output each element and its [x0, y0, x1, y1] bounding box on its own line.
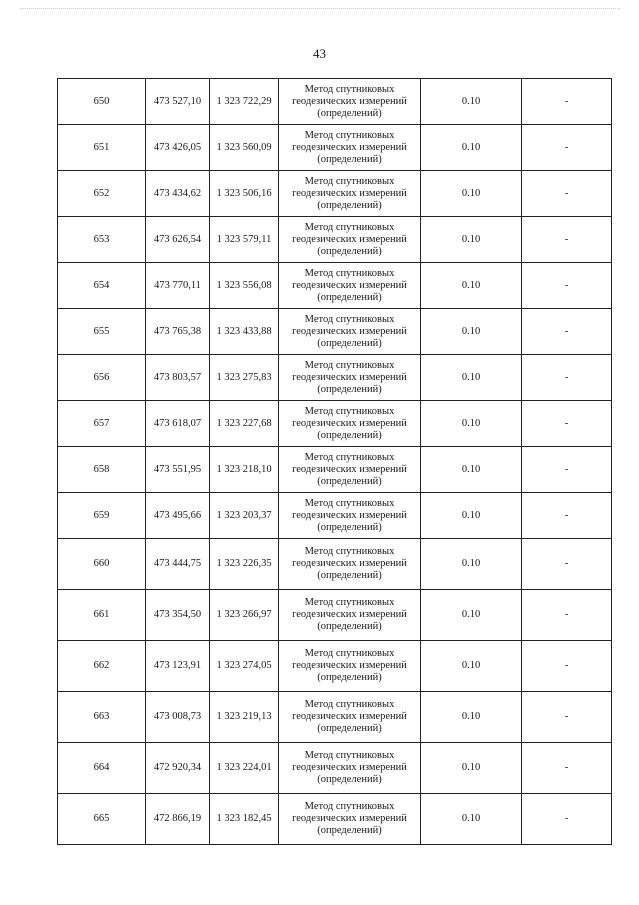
x-coordinate-cell: 473 803,57 [146, 355, 210, 401]
method-cell [279, 590, 421, 641]
table-row [58, 309, 612, 355]
coordinates-table [57, 78, 612, 845]
x-coordinate-cell: 473 008,73 [146, 692, 210, 743]
method-line-2: геодезических измерений [292, 558, 407, 569]
method-line-2: геодезических измерений [292, 813, 407, 824]
point-number-cell: 665 [58, 794, 146, 845]
accuracy-cell: 0.10 [421, 217, 522, 263]
y-coordinate-cell: 1 323 560,09 [210, 125, 279, 171]
method-line-1: Метод спутниковых [304, 83, 395, 95]
y-coordinate-cell: 1 323 722,29 [210, 79, 279, 125]
method-line-2: геодезических измерений [292, 417, 407, 429]
method-cell [279, 263, 421, 309]
method-cell [279, 217, 421, 263]
accuracy-cell: 0.10 [421, 493, 522, 539]
x-coordinate-cell: 473 354,50 [146, 590, 210, 641]
method-line-3: (определений) [317, 107, 382, 119]
method-line-2: геодезических измерений [292, 325, 407, 337]
method-line-1: Метод спутниковых [304, 699, 395, 710]
x-coordinate-cell: 473 770,11 [146, 263, 210, 309]
note-cell: - [522, 743, 612, 794]
method-line-2: геодезических измерений [292, 371, 407, 383]
note-cell: - [522, 355, 612, 401]
point-number-cell: 660 [58, 539, 146, 590]
point-number-cell: 655 [58, 309, 146, 355]
accuracy-cell: 0.10 [421, 539, 522, 590]
table-row [58, 217, 612, 263]
coordinates-table-body [58, 79, 612, 845]
method-line-1: Метод спутниковых [304, 313, 395, 325]
x-coordinate-cell: 473 434,62 [146, 171, 210, 217]
method-line-3: (определений) [317, 337, 382, 349]
point-number-cell: 659 [58, 493, 146, 539]
method-line-1: Метод спутниковых [304, 801, 395, 812]
method-line-1: Метод спутниковых [304, 497, 395, 509]
table-row [58, 79, 612, 125]
method-line-1: Метод спутниковых [304, 546, 395, 557]
method-cell [279, 171, 421, 217]
y-coordinate-cell: 1 323 506,16 [210, 171, 279, 217]
method-cell [279, 692, 421, 743]
x-coordinate-cell: 473 527,10 [146, 79, 210, 125]
note-cell: - [522, 79, 612, 125]
point-number-cell: 661 [58, 590, 146, 641]
method-line-3: (определений) [317, 672, 382, 683]
table-row [58, 794, 612, 845]
method-line-1: Метод спутниковых [304, 597, 395, 608]
method-cell [279, 447, 421, 493]
method-line-2: геодезических измерений [292, 762, 407, 773]
method-line-3: (определений) [317, 723, 382, 734]
method-line-2: геодезических измерений [292, 660, 407, 671]
point-number-cell: 662 [58, 641, 146, 692]
method-line-1: Метод спутниковых [304, 267, 395, 279]
table-row [58, 743, 612, 794]
note-cell: - [522, 539, 612, 590]
accuracy-cell: 0.10 [421, 447, 522, 493]
method-line-3: (определений) [317, 383, 382, 395]
x-coordinate-cell: 472 866,19 [146, 794, 210, 845]
note-cell: - [522, 171, 612, 217]
accuracy-cell: 0.10 [421, 794, 522, 845]
y-coordinate-cell: 1 323 227,68 [210, 401, 279, 447]
table-row [58, 641, 612, 692]
y-coordinate-cell: 1 323 556,08 [210, 263, 279, 309]
x-coordinate-cell: 473 626,54 [146, 217, 210, 263]
table-row [58, 493, 612, 539]
table-row [58, 590, 612, 641]
table-row [58, 171, 612, 217]
accuracy-cell: 0.10 [421, 355, 522, 401]
scan-artifact-line [20, 8, 620, 10]
point-number-cell: 654 [58, 263, 146, 309]
note-cell: - [522, 447, 612, 493]
method-line-2: геодезических измерений [292, 141, 407, 153]
method-line-1: Метод спутниковых [304, 175, 395, 187]
point-number-cell: 664 [58, 743, 146, 794]
table-row [58, 401, 612, 447]
note-cell: - [522, 692, 612, 743]
method-cell [279, 309, 421, 355]
point-number-cell: 658 [58, 447, 146, 493]
point-number-cell: 651 [58, 125, 146, 171]
method-line-3: (определений) [317, 475, 382, 487]
table-row [58, 692, 612, 743]
y-coordinate-cell: 1 323 266,97 [210, 590, 279, 641]
x-coordinate-cell: 473 551,95 [146, 447, 210, 493]
method-line-3: (определений) [317, 199, 382, 211]
method-line-1: Метод спутниковых [304, 405, 395, 417]
accuracy-cell: 0.10 [421, 125, 522, 171]
table-row [58, 125, 612, 171]
x-coordinate-cell: 473 444,75 [146, 539, 210, 590]
x-coordinate-cell: 473 123,91 [146, 641, 210, 692]
method-line-1: Метод спутниковых [304, 648, 395, 659]
method-line-3: (определений) [317, 774, 382, 785]
accuracy-cell: 0.10 [421, 743, 522, 794]
note-cell: - [522, 125, 612, 171]
point-number-cell: 650 [58, 79, 146, 125]
method-line-2: геодезических измерений [292, 509, 407, 521]
method-line-2: геодезических измерений [292, 463, 407, 475]
accuracy-cell: 0.10 [421, 79, 522, 125]
note-cell: - [522, 590, 612, 641]
method-line-3: (определений) [317, 521, 382, 533]
note-cell: - [522, 309, 612, 355]
method-line-2: геодезических измерений [292, 233, 407, 245]
method-line-3: (определений) [317, 153, 382, 165]
method-line-3: (определений) [317, 291, 382, 303]
method-cell [279, 79, 421, 125]
accuracy-cell: 0.10 [421, 171, 522, 217]
method-line-3: (определений) [317, 429, 382, 441]
table-row [58, 355, 612, 401]
method-line-1: Метод спутниковых [304, 750, 395, 761]
y-coordinate-cell: 1 323 579,11 [210, 217, 279, 263]
x-coordinate-cell: 473 426,05 [146, 125, 210, 171]
method-line-3: (определений) [317, 621, 382, 632]
method-line-3: (определений) [317, 245, 382, 257]
note-cell: - [522, 493, 612, 539]
method-line-2: геодезических измерений [292, 187, 407, 199]
x-coordinate-cell: 473 765,38 [146, 309, 210, 355]
y-coordinate-cell: 1 323 219,13 [210, 692, 279, 743]
table-row [58, 263, 612, 309]
x-coordinate-cell: 473 618,07 [146, 401, 210, 447]
x-coordinate-cell: 473 495,66 [146, 493, 210, 539]
x-coordinate-cell: 472 920,34 [146, 743, 210, 794]
method-line-1: Метод спутниковых [304, 359, 395, 371]
y-coordinate-cell: 1 323 224,01 [210, 743, 279, 794]
table-row [58, 539, 612, 590]
method-line-2: геодезических измерений [292, 711, 407, 722]
method-line-1: Метод спутниковых [304, 451, 395, 463]
note-cell: - [522, 641, 612, 692]
method-cell [279, 125, 421, 171]
method-cell [279, 794, 421, 845]
method-cell [279, 401, 421, 447]
method-cell [279, 355, 421, 401]
y-coordinate-cell: 1 323 433,88 [210, 309, 279, 355]
method-line-1: Метод спутниковых [304, 129, 395, 141]
page-number: 43 [313, 46, 326, 61]
method-line-1: Метод спутниковых [304, 221, 395, 233]
y-coordinate-cell: 1 323 182,45 [210, 794, 279, 845]
y-coordinate-cell: 1 323 226,35 [210, 539, 279, 590]
accuracy-cell: 0.10 [421, 401, 522, 447]
method-line-3: (определений) [317, 570, 382, 581]
method-cell [279, 493, 421, 539]
point-number-cell: 652 [58, 171, 146, 217]
y-coordinate-cell: 1 323 218,10 [210, 447, 279, 493]
method-line-2: геодезических измерений [292, 279, 407, 291]
note-cell: - [522, 263, 612, 309]
point-number-cell: 657 [58, 401, 146, 447]
method-line-2: геодезических измерений [292, 95, 407, 107]
accuracy-cell: 0.10 [421, 263, 522, 309]
accuracy-cell: 0.10 [421, 641, 522, 692]
note-cell: - [522, 794, 612, 845]
point-number-cell: 656 [58, 355, 146, 401]
y-coordinate-cell: 1 323 274,05 [210, 641, 279, 692]
accuracy-cell: 0.10 [421, 692, 522, 743]
note-cell: - [522, 401, 612, 447]
method-cell [279, 641, 421, 692]
point-number-cell: 663 [58, 692, 146, 743]
method-line-3: (определений) [317, 825, 382, 836]
y-coordinate-cell: 1 323 203,37 [210, 493, 279, 539]
method-cell [279, 743, 421, 794]
method-cell [279, 539, 421, 590]
method-line-2: геодезических измерений [292, 609, 407, 620]
accuracy-cell: 0.10 [421, 590, 522, 641]
note-cell: - [522, 217, 612, 263]
accuracy-cell: 0.10 [421, 309, 522, 355]
y-coordinate-cell: 1 323 275,83 [210, 355, 279, 401]
table-row [58, 447, 612, 493]
point-number-cell: 653 [58, 217, 146, 263]
